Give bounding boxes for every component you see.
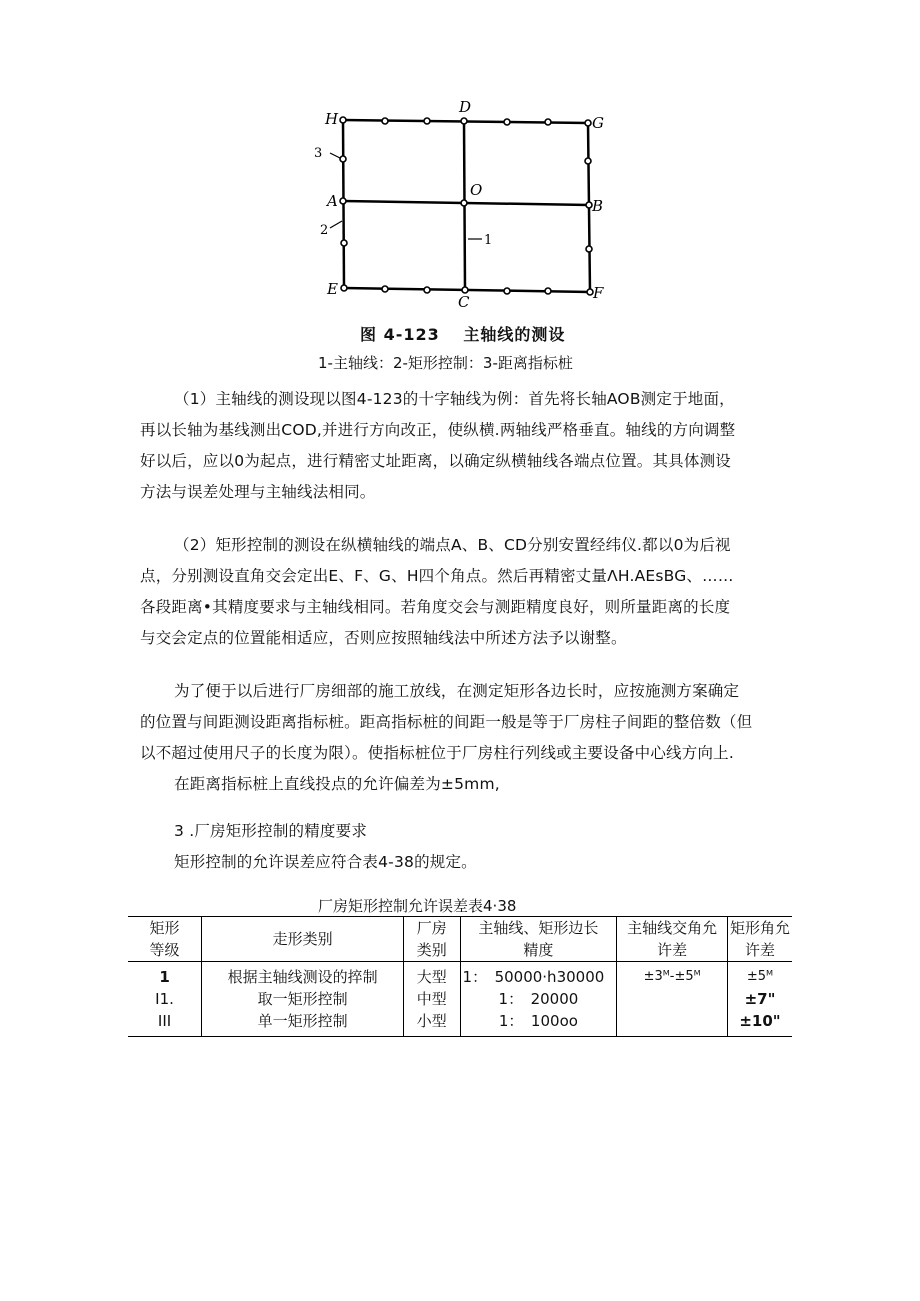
callout-3: 3 <box>314 146 323 161</box>
label-h: H <box>325 110 339 128</box>
text-line: 再以长轴为基线测出COD,并进行方向改正，使纵横.两轴线严格垂直。轴线的方向调整 <box>140 421 736 439</box>
header-axis-angle: 主轴线交角允 许差 <box>617 917 728 962</box>
paragraph-main-axis <box>140 384 790 508</box>
cell-axis-angle: ±3ᴹ-±5ᴹ <box>617 962 728 1037</box>
paragraph-rect-control <box>140 530 790 654</box>
label-e: E <box>327 280 338 298</box>
text-line: 矩形控制的允许误差应符合表4-38的规定。 <box>174 853 477 871</box>
callout-1: 1 <box>484 233 493 248</box>
label-g: G <box>592 114 604 132</box>
tolerance-table <box>128 916 792 1037</box>
label-c: C <box>458 293 470 311</box>
figure-legend: 1-主轴线：2-矩形控制：3-距离指标桩 <box>318 354 573 372</box>
text-line: 各段距离•其精度要求与主轴线相同。若角度交会与测距精度良好，则所量距离的长度 <box>140 598 731 616</box>
text-line: 在距离指标桩上直线投点的允许偏差为±5mm, <box>174 775 500 793</box>
text-line: （2）矩形控制的测设在纵横轴线的端点A、B、CD分别安置经纬仪.都以0为后视 <box>174 536 731 554</box>
cell-rect-angle: ±5ᴹ ±7" ±10" <box>727 962 792 1037</box>
label-a: A <box>327 192 338 210</box>
label-f: F <box>593 284 604 302</box>
label-d: D <box>459 98 472 116</box>
header-plant: 厂房 类别 <box>404 917 461 962</box>
text-line: 好以后，应以0为起点，进行精密丈址距离，以确定纵横轴线各端点位置。其具体测设 <box>140 452 731 470</box>
section-heading: 3 .厂房矩形控制的精度要求 <box>174 822 368 840</box>
text-line: 为了便于以后进行厂房细部的施工放线，在测定矩形各边长时，应按施测方案确定 <box>174 682 740 700</box>
cell-grade: 1 I1. III <box>155 968 174 1030</box>
header-rect-angle: 矩形角允 许差 <box>727 917 792 962</box>
text-line: 的位置与间距测设距离指标桩。距高指标桩的间距一般是等于厂房柱子间距的整倍数（但 <box>140 713 753 731</box>
cell-plant: 大型 中型 小型 <box>404 962 461 1037</box>
cell-type: 根据主轴线测设的捽制 取一矩形控制 单一矩形控制 <box>202 962 404 1037</box>
table-row <box>128 962 792 1037</box>
text-line: 方法与误差处理与主轴线法相同。 <box>140 483 376 501</box>
text-line: （1）主轴线的测设现以图4-123的十字轴线为例：首先将长轴AOB测定于地面， <box>174 390 735 408</box>
header-precision: 主轴线、矩形边长 精度 <box>460 917 617 962</box>
table-header-row <box>128 917 792 962</box>
cell-precision: 1： 50000·h30000 1： 20000 1： 100oo <box>460 962 617 1037</box>
paragraph-distance-stakes <box>140 676 790 800</box>
label-b: B <box>592 197 604 215</box>
label-o: O <box>470 181 483 199</box>
paragraph-precision <box>140 816 790 878</box>
table-title: 厂房矩形控制允许误差表4·38 <box>318 897 517 915</box>
header-grade: 矩形 等级 <box>149 919 180 959</box>
text-line: 点，分别测设直角交会定出E、F、G、H四个角点。然后再精密丈量ΛH.AEsBG、…… <box>140 567 734 585</box>
text-line: 以不超过使用尺子的长度为限）。使指标桩位于厂房柱行列线或主要设备中心线方向上. <box>140 744 734 762</box>
header-type: 走形类别 <box>202 917 404 962</box>
figure-caption: 图 4-123 主轴线的测设 <box>360 325 566 344</box>
text-line: 与交会定点的位置能相适应，否则应按照轴线法中所述方法予以谢整。 <box>140 629 627 647</box>
callout-2: 2 <box>320 223 329 238</box>
